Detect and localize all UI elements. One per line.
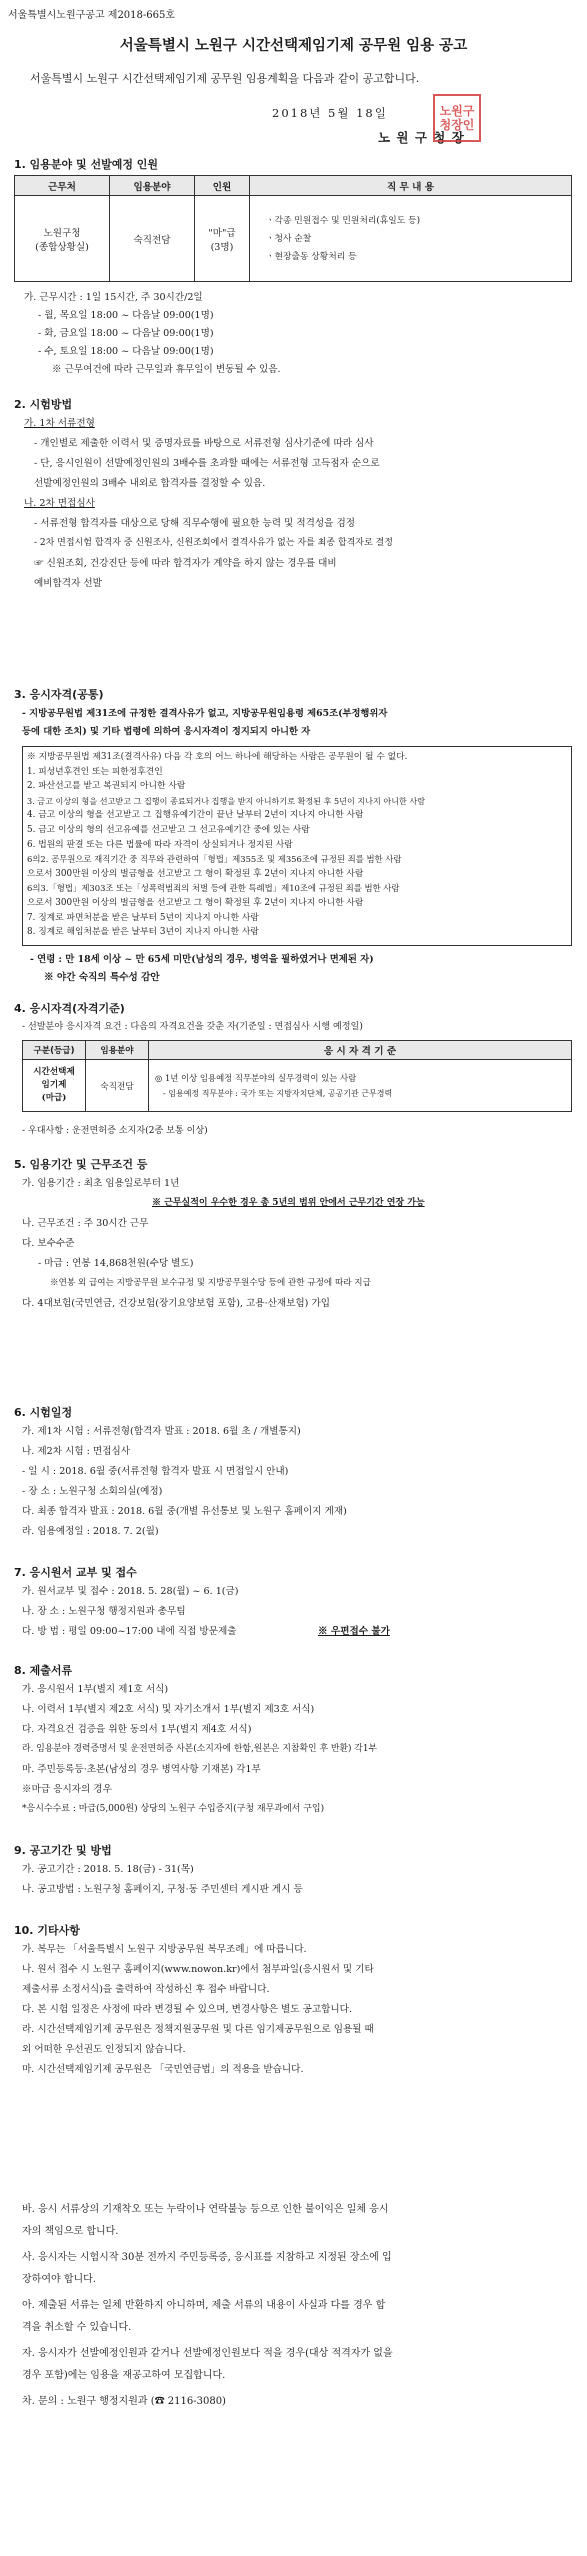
subsection-title: 나. 2차 면접심사 xyxy=(24,498,95,509)
body-line: 격을 취소할 수 있습니다. xyxy=(22,2322,132,2333)
body-line: 다. 4대보험(국민연금, 건강보험(장기요양보험 포함), 고용·산재보험) 가입 xyxy=(22,1298,331,1309)
issuer-name: 노 원 구 청 장 xyxy=(378,130,465,145)
page-title: 서울특별시 노원구 시간선택제임기제 공무원 임용 공고 xyxy=(119,38,468,54)
salary-line: - 마급 : 연봉 14,868천원(수당 별도) xyxy=(38,1258,194,1269)
body-line: - 단, 응시인원이 선발예정인원의 3배수를 초과할 때에는 서류전형 고득점자 순으로 xyxy=(34,458,380,469)
section-heading: 10. 기타사항 xyxy=(14,1924,80,1937)
body-line: 등에 대한 조치) 및 기타 법령에 의하여 응시자격이 정지되지 아니한 자 xyxy=(22,726,311,737)
contact-line: 차. 문의 : 노원구 행정지원과 (☎ 2116-3080) xyxy=(22,2396,226,2407)
official-seal-stamp: 노원구청장인 xyxy=(433,94,481,142)
body-line: 가. 공고기간 : 2018. 5. 18(금) - 31(목) xyxy=(22,1864,194,1875)
notice-number: 서울특별시노원구공고 제2018-665호 xyxy=(8,10,176,21)
body-line: ※마급 응시자의 경우 xyxy=(22,1784,112,1795)
section-heading: 5. 임용기간 및 근무조건 등 xyxy=(14,1158,148,1171)
table-cell-count: "마"급 (3명) xyxy=(195,196,250,282)
extension-note: ※ 근무실적이 우수한 경우 총 5년의 범위 안에서 근무기간 연장 가능 xyxy=(152,1198,425,1208)
positions-table xyxy=(14,175,572,282)
section-heading: 8. 제출서류 xyxy=(14,1664,73,1677)
body-line: 나. 장 소 : 노원구청 행정지원과 총무팀 xyxy=(22,1606,186,1617)
table-header: 임용분야 xyxy=(86,1041,149,1060)
work-hours-line: - 화, 금요일 18:00 ~ 다음날 09:00(1명) xyxy=(38,328,214,339)
night-duty-note: ※ 야간 숙직의 특수성 감안 xyxy=(44,972,160,983)
box-line: 7. 징계로 파면처분을 받은 날부터 5년이 지나지 아니한 사람 xyxy=(27,912,259,923)
table-cell-field: 숙직전담 xyxy=(110,196,195,282)
body-line: 마. 시간선택제임기제 공무원은 「국민연금법」의 적용을 받습니다. xyxy=(22,2064,304,2075)
body-line: 바. 응시 서류상의 기재착오 또는 누락이나 연락불능 등으로 인한 불이익은 일체 응시 xyxy=(22,2204,389,2215)
body-line: - 2차 면접시험 합격자 중 신원조사, 신원조회에서 결격사유가 없는 자를 최종 합격자로 결정 xyxy=(34,538,393,548)
body-line: - 일 시 : 2018. 6월 중(서류전형 합격자 발표 시 면접일시 안내) xyxy=(22,1466,289,1477)
box-line: 4. 금고 이상의 형을 선고받고 그 집행유예기간이 끝난 날부터 2년이 지나지 아니한 사람 xyxy=(27,810,364,821)
table-cell-workplace: 노원구청 (종합상황실) xyxy=(15,196,110,282)
table-cell-duties: ㆍ각종 민원접수 및 민원처리(휴일도 등) ㆍ청사 순찰 ㆍ현장출동 상황처리 등 xyxy=(250,196,572,282)
table-header: 근무처 xyxy=(15,176,110,196)
body-line: 선발예정인원의 3배수 내외로 합격자를 결정할 수 있음. xyxy=(34,478,266,489)
work-hours-line: - 월, 목요일 18:00 ~ 다음날 09:00(1명) xyxy=(38,310,214,321)
table-cell-grade: 시간선택제 임기제 (마급) xyxy=(23,1060,86,1112)
body-line: 경우 포함)에는 임용을 재공고하여 모집합니다. xyxy=(22,2370,226,2381)
body-line: 아. 제출된 서류는 일체 반환하지 아니하며, 제출 서류의 내용이 사실과 다를 경우 합 xyxy=(22,2300,386,2311)
table-header: 응 시 자 격 기 준 xyxy=(149,1041,572,1060)
body-line: 나. 제2차 시험 : 면접심사 xyxy=(22,1446,130,1457)
body-line: 나. 원서 접수 시 노원구 홈페이지(www.nowon.kr)에서 첨부파일(응시원서 및 기타 xyxy=(22,1964,374,1975)
body-line: 제출서류 소정서식)을 출력하여 작성하신 후 접수 바랍니다. xyxy=(22,1984,270,1995)
notice-date: 2018년 5월 18일 xyxy=(272,106,388,120)
body-line: - 개인별로 제출한 이력서 및 증명자료를 바탕으로 서류전형 심사기준에 따라 심사 xyxy=(34,438,374,449)
section-heading: 4. 응시자격(자격기준) xyxy=(14,1002,125,1015)
intro-paragraph: 서울특별시 노원구 시간선택제임기제 공무원 임용계획을 다음과 같이 공고합니다. xyxy=(30,72,420,85)
body-line: 다. 최종 합격자 발표 : 2018. 6월 중(개별 유선통보 및 노원구 홈페이지 게재) xyxy=(22,1506,347,1517)
body-line: 가. 복무는 「서울특별시 노원구 지방공무원 복무조례」에 따릅니다. xyxy=(22,1944,307,1955)
table-cell-criteria: ◎ 1년 이상 임용예정 직무분야의 실무경력이 있는 사람 - 임용예정 직무분야 : 국가 또는 지방자치단체, 공공기관 근무경력 xyxy=(149,1060,572,1112)
body-line: 예비합격자 선발 xyxy=(34,578,102,589)
no-mail-note: ※ 우편접수 불가 xyxy=(318,1626,390,1637)
body-line: 다. 본 시험 일정은 사정에 따라 변경될 수 있으며, 변경사항은 별도 공고합니다. xyxy=(22,2004,352,2015)
box-line: ※ 지방공무원법 제31조(결격사유) 다음 각 호의 어느 하나에 해당하는 사람은 공무원이 될 수 없다. xyxy=(27,752,408,762)
body-line: *응시수수료 : 마급(5,000원) 상당의 노원구 수입증지(구청 재무과에서 구입) xyxy=(22,1804,325,1814)
box-line: 6의3.「형법」제303조 또는「성폭력범죄의 처벌 등에 관한 특례법」제10조에 규정된 죄를 범한 사람 xyxy=(27,883,400,894)
body-line: 자. 응시자가 선발예정인원과 같거나 선발예정인원보다 적을 경우(대상 적격자가 없을 xyxy=(22,2348,393,2359)
box-line: 6. 법원의 판결 또는 다른 법률에 따라 자격이 상실되거나 정지된 사람 xyxy=(27,839,293,850)
table-header: 인원 xyxy=(195,176,250,196)
body-line: 가. 제1차 시험 : 서류전형(합격자 발표 : 2018. 6월 초 / 개별통지) xyxy=(22,1426,301,1437)
section-heading: 3. 응시자격(공통) xyxy=(14,688,104,701)
box-line: 2. 파산선고를 받고 복권되지 아니한 사람 xyxy=(27,781,186,792)
table-header: 임용분야 xyxy=(110,176,195,196)
age-requirement: - 연령 : 만 18세 이상 ~ 만 65세 미만(남성의 경우, 병역을 필하였거나 면제된 자) xyxy=(30,954,374,965)
body-line: 사. 응시자는 시험시작 30분 전까지 주민등록증, 응시표를 지참하고 지정된 장소에 입 xyxy=(22,2252,392,2263)
body-line: 마. 주민등록등·초본(남성의 경우 병역사항 기재본) 각1부 xyxy=(22,1764,261,1775)
salary-note: ※연봉 외 급여는 지방공무원 보수규정 및 지방공무원수당 등에 관한 규정에 따라 지급 xyxy=(50,1278,371,1288)
section-heading: 1. 임용분야 및 선발예정 인원 xyxy=(14,158,159,171)
box-line: 3. 금고 이상의 형을 선고받고 그 집행이 종료되거나 집행을 받지 아니하기로 확정된 후 5년이 지나지 아니한 사람 xyxy=(27,795,426,806)
box-line: 6의2. 공무원으로 재직기간 중 직무와 관련하여「형법」제355조 및 제356조에 규정된 죄를 범한 사람 xyxy=(27,854,402,865)
body-line: 장하여야 합니다. xyxy=(22,2274,96,2285)
body-line: 자의 책임으로 합니다. xyxy=(22,2226,119,2237)
disqualification-box xyxy=(22,746,572,946)
body-line: 다. 보수수준 xyxy=(22,1238,75,1249)
body-line: 나. 이력서 1부(별지 제2호 서식) 및 자기소개서 1부(별지 제3호 서식) xyxy=(22,1704,315,1715)
body-line: - 장 소 : 노원구청 소회의실(예정) xyxy=(22,1486,163,1497)
section-heading: 7. 응시원서 교부 및 접수 xyxy=(14,1566,137,1579)
work-hours-note: ※ 근무여건에 따라 근무일과 휴무일이 변동될 수 있음. xyxy=(52,364,281,375)
section-heading: 2. 시험방법 xyxy=(14,398,73,411)
section-heading: 6. 시험일정 xyxy=(14,1406,73,1419)
body-line: 나. 공고방법 : 노원구청 홈페이지, 구청·동 주민센터 게시판 게시 등 xyxy=(22,1884,303,1895)
body-line: 라. 시간선택제임기제 공무원은 정책지원공무원 및 다른 임기제공무원으로 임용될 때 xyxy=(22,2024,374,2035)
qualification-table xyxy=(22,1040,572,1112)
body-line: - 지방공무원법 제31조에 규정한 결격사유가 없고, 지방공무원임용령 제65조(부정행위자 xyxy=(22,708,388,719)
box-line: 1. 피성년후견인 또는 피한정후견인 xyxy=(27,766,163,777)
body-line: 라. 임용예정일 : 2018. 7. 2(월) xyxy=(22,1526,159,1537)
body-line: 외 어떠한 우선권도 인정되지 않습니다. xyxy=(22,2044,186,2055)
table-header: 구분(등급) xyxy=(23,1041,86,1060)
body-line: 가. 임용기간 : 최초 임용일로부터 1년 xyxy=(22,1178,180,1189)
body-line: 다. 방 법 : 평일 09:00~17:00 내에 직접 방문제출 xyxy=(22,1626,237,1637)
body-line: - 서류전형 합격자를 대상으로 당해 직무수행에 필요한 능력 및 적격성을 검정 xyxy=(34,518,356,529)
body-line: 다. 자격요건 검증을 위한 동의서 1부(별지 제4호 서식) xyxy=(22,1724,252,1735)
body-line: 라. 임용분야 경력증명서 및 운전면허증 사본(소지자에 한함,원본은 지참확인 후 반환) 각1부 xyxy=(22,1744,378,1754)
box-line: 으로서 300만원 이상의 벌금형을 선고받고 그 형이 확정된 후 2년이 지나지 아니한 사람 xyxy=(27,897,364,908)
body-line: ☞ 신원조회, 건강진단 등에 따라 합격자가 계약을 하지 않는 경우를 대비 xyxy=(34,558,337,569)
section-heading: 9. 공고기간 및 방법 xyxy=(14,1844,112,1857)
body-line: 나. 근무조건 : 주 30시간 근무 xyxy=(22,1218,149,1229)
table-header: 직 무 내 용 xyxy=(250,176,572,196)
body-line: 가. 응시원서 1부(별지 제1호 서식) xyxy=(22,1684,169,1695)
body-line: 가. 원서교부 및 접수 : 2018. 5. 28(월) ~ 6. 1(금) xyxy=(22,1586,239,1597)
box-line: 으로서 300만원 이상의 벌금형을 선고받고 그 형이 확정된 후 2년이 지나지 아니한 사람 xyxy=(27,868,364,879)
body-line: - 선발분야 응시자격 요건 : 다음의 자격요건을 갖춘 자(기준일 : 면접심사 시행 예정일) xyxy=(22,1022,363,1032)
work-hours-line: - 수, 토요일 18:00 ~ 다음날 09:00(1명) xyxy=(38,346,214,357)
work-hours-title: 가. 근무시간 : 1일 15시간, 주 30시간/2일 xyxy=(24,292,203,303)
preference-note: - 우대사항 : 운전면허증 소지자(2종 보통 이상) xyxy=(22,1126,208,1136)
table-cell-field: 숙직전담 xyxy=(86,1060,149,1112)
box-line: 8. 징계로 해임처분을 받은 날부터 3년이 지나지 아니한 사람 xyxy=(27,927,259,938)
subsection-title: 가. 1차 서류전형 xyxy=(24,418,95,429)
box-line: 5. 금고 이상의 형의 선고유예를 선고받고 그 선고유예기간 중에 있는 사람 xyxy=(27,824,310,835)
